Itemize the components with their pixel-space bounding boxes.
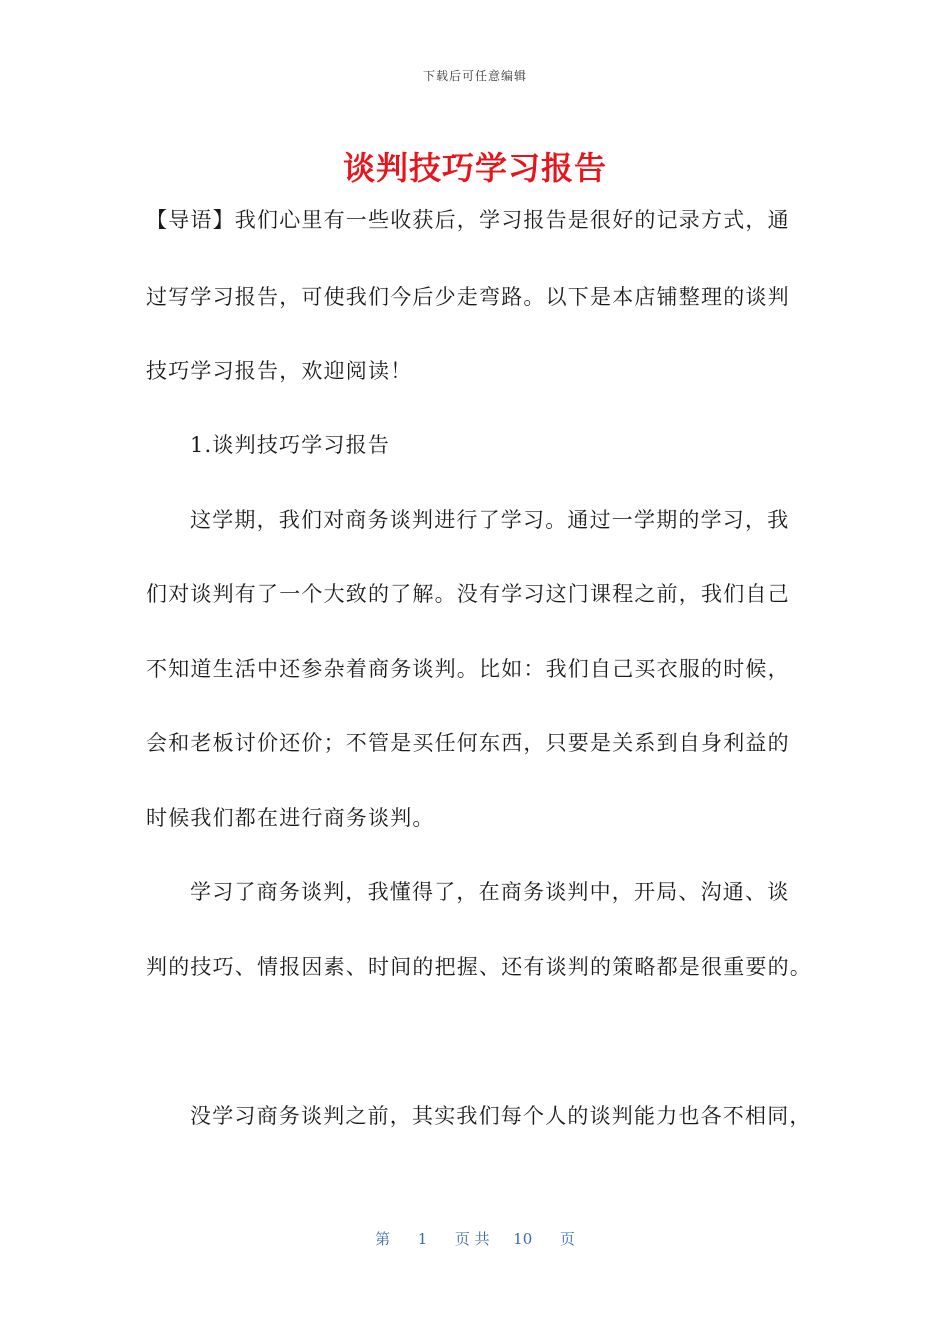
document-title: 谈判技巧学习报告 bbox=[342, 149, 607, 187]
paragraph-line: 没学习商务谈判之前，其实我们每个人的谈判能力也各不相同， bbox=[190, 1104, 812, 1128]
paragraph-line: 不知道生活中还参杂着商务谈判。比如：我们自己买衣服的时候， bbox=[146, 657, 790, 681]
paragraph-line: 会和老板讨价还价；不管是买任何东西，只要是关系到自身利益的 bbox=[146, 731, 790, 755]
paragraph-line: 这学期，我们对商务谈判进行了学习。通过一学期的学习，我 bbox=[190, 508, 790, 532]
footer-page-suffix: 页 bbox=[559, 1230, 575, 1248]
paragraph-line: 判的技巧、情报因素、时间的把握、还有谈判的策略都是很重要的。 bbox=[146, 955, 812, 979]
paragraph-line: 技巧学习报告，欢迎阅读！ bbox=[146, 359, 413, 383]
section-heading: 1.谈判技巧学习报告 bbox=[190, 433, 391, 457]
footer-page-number: 1 bbox=[417, 1230, 428, 1248]
header-note: 下载后可任意编辑 bbox=[422, 69, 527, 83]
footer-page-of: 页 共 bbox=[454, 1230, 490, 1248]
paragraph-line: 时候我们都在进行商务谈判。 bbox=[146, 806, 435, 830]
paragraph-line: 过写学习报告，可使我们今后少走弯路。以下是本店铺整理的谈判 bbox=[146, 285, 790, 309]
paragraph-line: 们对谈判有了一个大致的了解。没有学习这门课程之前，我们自己 bbox=[146, 582, 790, 606]
page-footer bbox=[0, 1228, 950, 1249]
footer-page-prefix: 第 bbox=[375, 1230, 391, 1248]
footer-total-pages: 10 bbox=[513, 1230, 533, 1248]
paragraph-line: 【导语】我们心里有一些收获后，学习报告是很好的记录方式，通 bbox=[146, 208, 790, 232]
paragraph-line: 学习了商务谈判，我懂得了，在商务谈判中，开局、沟通、谈 bbox=[190, 880, 790, 904]
